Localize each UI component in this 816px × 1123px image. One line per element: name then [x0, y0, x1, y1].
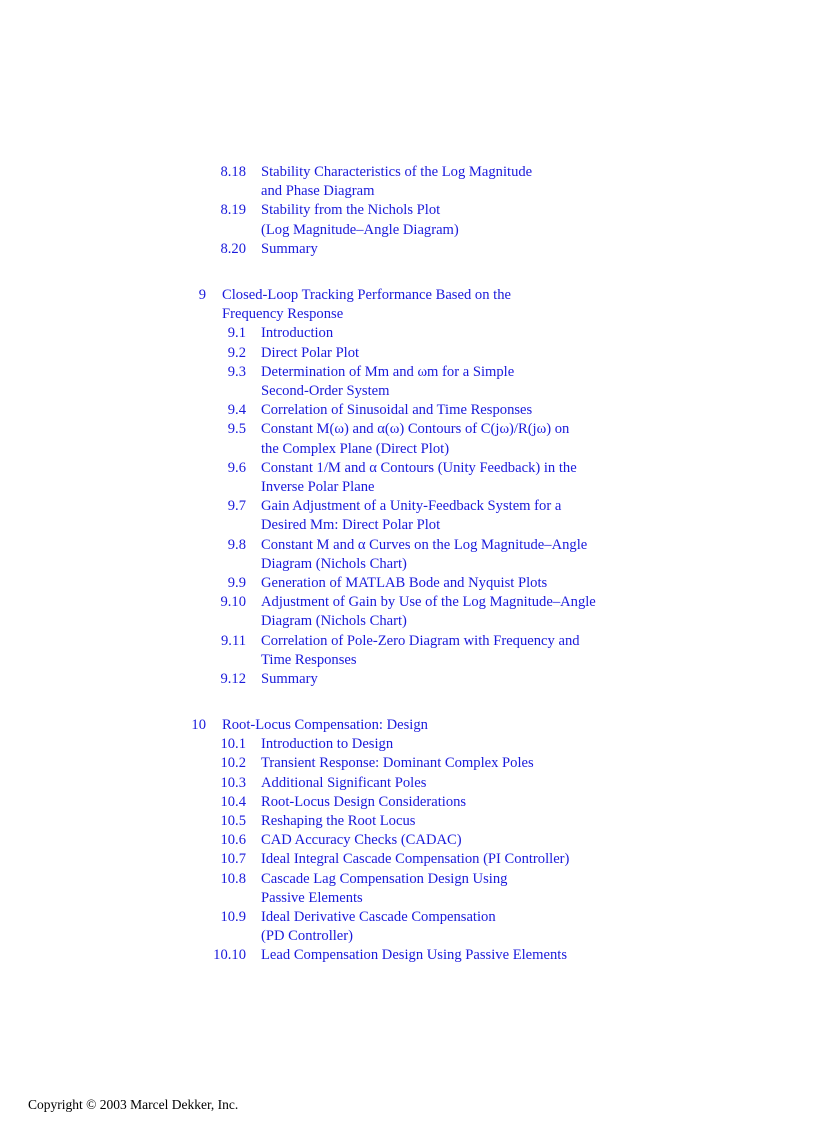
toc-entry-10-1-title: Introduction to Design — [261, 736, 394, 753]
toc-entry-8-18-cont-title: and Phase Diagram — [261, 183, 375, 200]
toc-entry-9-2-title: Direct Polar Plot — [261, 344, 360, 361]
toc-entry-9-10-cont-title: Diagram (Nichols Chart) — [261, 613, 407, 630]
toc-entry-9-8-number: 9.8 — [227, 536, 246, 553]
chapter-10-heading-title: Root-Locus Compensation: Design — [222, 717, 428, 733]
toc-entry-9-4-number: 9.4 — [227, 402, 246, 419]
toc-entry-9-8-title: Constant M and α Curves on the Log Magnitude–Angle — [261, 536, 588, 553]
toc-entry-9-5-cont-title: the Complex Plane (Direct Plot) — [261, 440, 450, 457]
toc-entry-9-4-title: Correlation of Sinusoidal and Time Responses — [261, 402, 533, 419]
toc-entry-8-18-title: Stability Characteristics of the Log Magnitude — [261, 164, 533, 180]
toc-entry-9-12-title: Summary — [261, 671, 318, 687]
toc-entry-10-4-number: 10.4 — [220, 793, 246, 810]
toc-entry-10-6-title: CAD Accuracy Checks (CADAC) — [261, 832, 462, 849]
toc-entry-10-8-title: Cascade Lag Compensation Design Using — [261, 870, 508, 887]
toc-entry-10-3-number: 10.3 — [220, 774, 246, 791]
chapter-9-heading-cont-title: Frequency Response — [222, 306, 344, 323]
toc-entry-10-5-title: Reshaping the Root Locus — [261, 813, 416, 829]
toc-entry-8-18-number: 8.18 — [220, 164, 246, 180]
toc-entry-9-3-cont-title: Second-Order System — [261, 383, 390, 399]
toc-entry-10-8-number: 10.8 — [220, 870, 246, 887]
toc-entry-9-10-title: Adjustment of Gain by Use of the Log Magnitude–Angle — [261, 594, 596, 611]
chapter-9-heading-title: Closed-Loop Tracking Performance Based on the — [222, 287, 511, 303]
toc-entry-10-5-number: 10.5 — [220, 813, 246, 829]
toc-entry-8-20-number: 8.20 — [220, 240, 246, 257]
toc-entry-8-19-cont-title: (Log Magnitude–Angle Diagram) — [261, 221, 459, 238]
toc-entry-9-11-number: 9.11 — [221, 632, 246, 649]
toc-entry-10-10-number: 10.10 — [213, 947, 246, 964]
toc-entry-10-9-number: 10.9 — [220, 909, 246, 925]
toc-entry-10-1-number: 10.1 — [220, 736, 246, 753]
toc-entry-8-19-title: Stability from the Nichols Plot — [261, 202, 441, 219]
toc-entry-9-3-number: 9.3 — [227, 363, 246, 380]
toc-entry-9-6-cont-title: Inverse Polar Plane — [261, 479, 375, 495]
toc-entry-10-3-title: Additional Significant Poles — [261, 774, 427, 791]
chapter-9-heading-number: 9 — [198, 287, 206, 303]
toc-entry-10-7-title: Ideal Integral Cascade Compensation (PI Controller) — [261, 851, 570, 868]
toc-entry-9-5-title: Constant M(ω) and α(ω) Contours of C(jω)/R(jω) on — [261, 421, 570, 438]
toc-entry-9-8-cont-title: Diagram (Nichols Chart) — [261, 555, 407, 572]
toc-entry-10-7-number: 10.7 — [220, 851, 246, 868]
toc-entry-9-6-number: 9.6 — [227, 459, 246, 476]
toc-entry-9-6-title: Constant 1/M and α Contours (Unity Feedback) in the — [261, 459, 577, 476]
toc-entry-10-6-number: 10.6 — [220, 832, 246, 849]
toc-entry-9-7-cont-title: Desired Mm: Direct Polar Plot — [261, 517, 441, 534]
toc-entry-9-9-number: 9.9 — [227, 575, 246, 591]
toc-entry-8-20-title: Summary — [261, 240, 318, 257]
toc-entry-9-3-title: Determination of Mm and ωm for a Simple — [261, 363, 515, 380]
toc-entry-9-1-number: 9.1 — [227, 325, 246, 342]
toc-entry-10-9-cont-title: (PD Controller) — [261, 928, 354, 945]
toc-entry-10-9-title: Ideal Derivative Cascade Compensation — [261, 909, 496, 925]
toc-entry-9-2-number: 9.2 — [227, 344, 246, 361]
toc-entry-9-7-number: 9.7 — [227, 498, 246, 515]
toc-entry-9-7-title: Gain Adjustment of a Unity-Feedback System for a — [261, 498, 562, 515]
toc-entry-10-4-title: Root-Locus Design Considerations — [261, 793, 467, 810]
toc-entry-10-2-number: 10.2 — [220, 755, 246, 772]
toc-entry-9-11-cont-title: Time Responses — [261, 651, 357, 668]
toc-entry-9-9-title: Generation of MATLAB Bode and Nyquist Plots — [261, 575, 548, 591]
toc-entry-9-5-number: 9.5 — [227, 421, 246, 438]
toc-entry-9-11-title: Correlation of Pole-Zero Diagram with Frequency and — [261, 632, 580, 649]
toc-entry-8-19-number: 8.19 — [220, 202, 246, 219]
toc-entry-9-10-number: 9.10 — [220, 594, 246, 611]
toc-entry-10-10-title: Lead Compensation Design Using Passive Elements — [261, 947, 568, 964]
toc-entry-10-2-title: Transient Response: Dominant Complex Poles — [261, 755, 534, 772]
chapter-10-heading-number: 10 — [191, 717, 206, 733]
toc-entry-9-1-title: Introduction — [261, 325, 334, 342]
toc-entry-10-8-cont-title: Passive Elements — [261, 889, 363, 906]
copyright-notice: Copyright © 2003 Marcel Dekker, Inc. — [28, 1097, 239, 1112]
toc-entry-9-12-number: 9.12 — [220, 671, 246, 687]
